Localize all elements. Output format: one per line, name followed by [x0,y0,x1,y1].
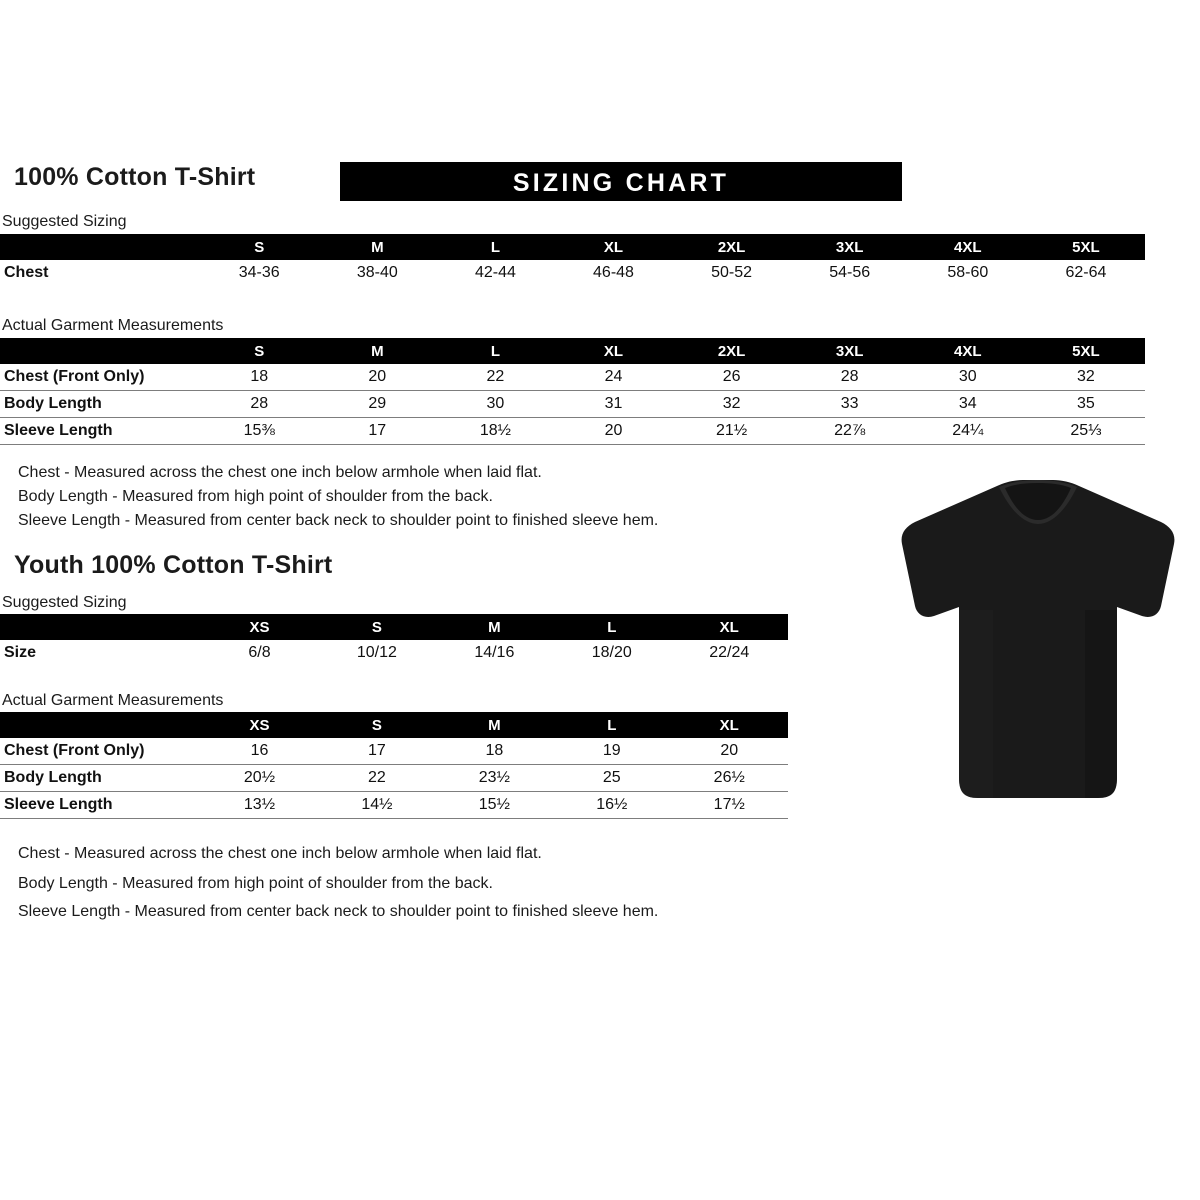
youth-suggested-caption: Suggested Sizing [2,594,127,611]
table-cell: 20 [368,368,387,385]
row-label: Body Length [4,395,102,412]
table-row [0,364,1145,391]
table-cell: 18 [250,368,269,385]
column-header: XS [249,618,270,636]
column-header: 3XL [835,238,864,256]
column-header: S [254,342,265,360]
table-header-row [0,338,1145,364]
table-header-row [0,614,788,640]
youth-garment-caption: Actual Garment Measurements [2,692,224,709]
table-cell: 33 [840,395,859,412]
adult-suggested-sizing-table [0,234,1145,286]
column-header [0,614,201,640]
youth-suggested-sizing-table [0,614,788,666]
table-cell: 26½ [713,769,745,786]
column-header: 4XL [954,238,982,256]
sizing-chart-banner-label: SIZING CHART [512,169,730,197]
table-cell: 20 [604,422,623,439]
column-header: XS [249,716,270,734]
column-header: XL [719,618,739,636]
table-cell: 24 [604,368,623,385]
table-cell: 22/24 [709,644,750,661]
table-cell: 14½ [361,796,393,813]
table-cell: 54-56 [829,264,871,281]
table-cell: 6/8 [248,644,271,661]
table-row [0,418,1145,445]
youth-note-chest: Chest - Measured across the chest one inch below armhole when laid flat. [18,845,542,862]
column-header [0,712,201,738]
adult-section-title: 100% Cotton T-Shirt [14,163,256,191]
column-header: M [371,238,384,256]
table-cell: 26 [722,368,741,385]
table-cell: 42-44 [474,264,516,281]
table-cell: 35 [1077,395,1095,412]
column-header: 3XL [835,342,864,360]
column-header [0,234,200,260]
table-cell: 18½ [479,422,511,439]
youth-section-title: Youth 100% Cotton T-Shirt [14,551,333,579]
adult-note-sleeve-length: Sleeve Length - Measured from center back neck to shoulder point to finished sleeve hem. [18,512,659,529]
product-image [893,478,1183,808]
table-cell: 13½ [243,796,276,813]
table-cell: 22 [486,368,505,385]
column-header: L [607,716,617,734]
table-cell: 32 [1077,368,1095,385]
table-cell: 18 [485,742,504,759]
table-cell: 21½ [716,422,748,439]
row-label: Sleeve Length [4,796,113,813]
table-row [0,640,788,666]
table-cell: 28 [840,368,859,385]
column-header: M [488,716,501,734]
youth-note-body-length: Body Length - Measured from high point of shoulder from the back. [18,875,493,892]
table-cell: 18/20 [591,644,632,661]
adult-garment-measurements-table [0,338,1145,445]
table-cell: 23½ [478,769,510,786]
table-cell: 50-52 [711,264,753,281]
row-label: Body Length [4,769,102,786]
table-row [0,792,788,819]
table-cell: 15⅜ [243,422,275,439]
row-label: Chest [4,264,49,281]
table-cell: 17 [368,422,387,439]
youth-garment-measurements-table [0,712,788,819]
table-cell: 62-64 [1065,264,1107,281]
table-cell: 25⅓ [1070,422,1102,439]
column-header: M [371,342,384,360]
adult-note-body-length: Body Length - Measured from high point of shoulder from the back. [18,488,493,505]
column-header: 2XL [717,238,746,256]
table-cell: 17½ [713,796,745,813]
table-cell: 17 [368,742,386,759]
table-cell: 22⅞ [834,422,866,439]
table-cell: 46-48 [593,264,634,281]
table-cell: 30 [958,368,977,385]
table-cell: 22 [368,769,386,786]
column-header: XL [603,342,624,360]
column-header: M [488,618,501,636]
table-cell: 32 [722,395,741,412]
table-row [0,738,788,765]
table-cell: 34 [958,395,977,412]
column-header: S [254,238,265,256]
table-header-row [0,712,788,738]
column-header: 4XL [954,342,982,360]
column-header: S [371,716,382,734]
table-cell: 24¼ [952,422,984,439]
table-cell: 16 [250,742,269,759]
table-cell: 15½ [478,796,510,813]
row-label: Chest (Front Only) [4,368,145,385]
table-cell: 25 [602,769,621,786]
adult-suggested-caption: Suggested Sizing [2,213,127,230]
row-label: Sleeve Length [4,422,113,439]
column-header: XL [603,238,624,256]
table-row [0,391,1145,418]
table-cell: 29 [368,395,387,412]
table-cell: 19 [602,742,621,759]
table-cell: 58-60 [947,264,989,281]
column-header: 5XL [1072,238,1100,256]
table-cell: 38-40 [356,264,398,281]
column-header: XL [719,716,739,734]
column-header: 5XL [1072,342,1100,360]
column-header: S [371,618,382,636]
row-label: Chest (Front Only) [4,742,145,759]
column-header [0,338,200,364]
table-cell: 20½ [243,769,276,786]
column-header: L [607,618,617,636]
table-header-row [0,234,1145,260]
table-row [0,260,1145,286]
row-label: Size [4,644,37,661]
column-header: L [490,342,500,360]
table-cell: 28 [250,395,269,412]
adult-garment-caption: Actual Garment Measurements [2,317,224,334]
black-t-shirt-icon [893,478,1183,808]
table-cell: 14/16 [474,644,515,661]
table-cell: 16½ [596,796,628,813]
table-cell: 31 [604,395,623,412]
youth-note-sleeve-length: Sleeve Length - Measured from center back neck to shoulder point to finished sleeve hem. [18,903,659,920]
adult-note-chest: Chest - Measured across the chest one inch below armhole when laid flat. [18,464,542,481]
column-header: L [490,238,500,256]
table-cell: 34-36 [238,264,280,281]
column-header: 2XL [717,342,746,360]
table-cell: 30 [486,395,505,412]
table-row [0,765,788,792]
sizing-chart-banner [340,162,902,201]
table-cell: 20 [720,742,739,759]
table-cell: 10/12 [356,644,397,661]
